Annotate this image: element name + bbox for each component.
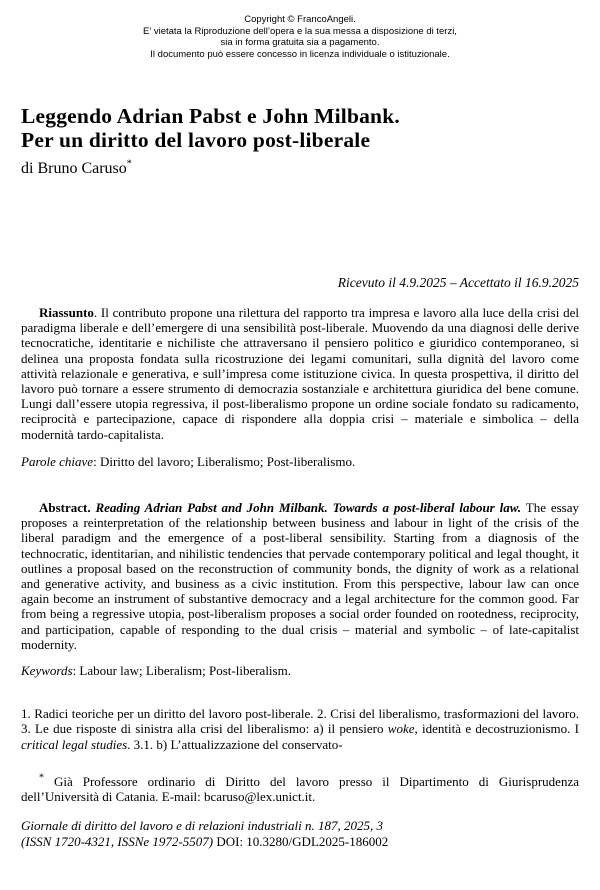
riassunto-paragraph — [21, 305, 579, 442]
parole-chiave-label: Parole chiave — [21, 453, 94, 469]
parole-chiave-line — [21, 454, 579, 469]
issn-part: (ISSN 1720-4321, ISSNe 1972-5507) — [21, 833, 214, 849]
text-segment: woke — [387, 721, 415, 737]
author-footnote-marker: * — [126, 158, 132, 170]
riassunto-label: Riassunto — [39, 305, 94, 320]
keywords-label: Keywords — [21, 663, 73, 679]
journal-title-line: Giornale di diritto del lavoro e di relazioni industriali n. 187, 2025, 3 — [21, 818, 383, 834]
abstract-text: The essay proposes a reinterpretation of the relationship between business and labour in light of the crisis of the liberal paradigm and the emergence of a post-liberal sensibility. Starting from a diagnosis of the technocratic, identitarian, and nihilistic tendencies that pervade contemporary political and legal thought, it outlines a proposal based on the reconstruction of community bonds, the dignity of work as a relational and generative activity, and business as a civic institution. From this perspective, labour law can once again become an instrument of substantive democracy and a legal architecture for the common good. Far from being a regressive utopia, post-liberalism proposes a social order founded on rootedness, reciprocity, and participation, capable of responding to the dual crisis – material and symbolic – of late-capitalist modernity. — [21, 500, 580, 652]
abstract-label: Abstract. — [39, 500, 91, 516]
table-of-contents-paragraph — [21, 706, 579, 752]
footnote-text: Già Professore ordinario di Diritto del lavoro presso il Dipartimento di Giurisprudenza dell’Università di Catania. E-mail: bcaruso@lex.unict.it. — [21, 773, 579, 805]
footnote-marker: * — [39, 772, 44, 784]
article-title-line-1: Leggendo Adrian Pabst e John Milbank. — [21, 104, 400, 128]
text-segment: 1. Radici teoriche per un diritto del lavoro post-liberale. 2. Crisi del liberalismo, trasformazioni del lavoro. 3. Le due risposte di sinistra alla crisi del liberalismo: a) il pensiero — [21, 706, 579, 737]
copyright-line: E' vietata la Riproduzione dell’opera e la sua messa a disposizione di terzi, — [143, 25, 457, 37]
copyright-notice — [21, 14, 579, 60]
keywords-line — [21, 663, 579, 678]
copyright-line: Copyright © FrancoAngeli. — [244, 14, 356, 25]
article-title — [21, 104, 579, 152]
doi-part: DOI: 10.3280/GDL2025-186002 — [213, 833, 389, 849]
received-accepted-line: Ricevuto il 4.9.2025 – Accettato il 16.9.2025 — [337, 275, 579, 290]
parole-chiave-text: : Diritto del lavoro; Liberalismo; Post-liberalismo. — [93, 453, 356, 469]
author-footnote — [21, 774, 579, 804]
copyright-line: Il documento può essere concesso in licenza individuale o istituzionale. — [150, 48, 450, 60]
keywords-text: : Labour law; Liberalism; Post-liberalism. — [72, 663, 291, 679]
text-segment: , identità e decostruzionismo. I — [414, 721, 580, 737]
issn-doi-line — [21, 834, 579, 850]
abstract-paragraph — [21, 500, 579, 652]
riassunto-text: . Il contributo propone una rilettura del rapporto tra impresa e lavoro alla luce della crisi del paradigma liberale e dell’emergere di una sensibilità post-liberale. Muovendo da una diagnosi delle derive tecnocratiche, identitarie e nichiliste che attraversano il pensiero politico e giuridico contemporaneo, si delinea una proposta fondata sulla ricostruzione dei legami comunitari, sulla dignità del lavoro come attività relazionale e generativa, e sull’impresa come istituzione civica. In questa prospettiva, il diritto del lavoro può tornare a essere strumento di democrazia sostanziale e architettura giuridica del bene comune. Lungi dall’essere utopia regressiva, il post-liberalismo propone un ordine sociale fondato su radicamento, reciprocità e partecipazione, capace di rispondere alla doppia crisi – materiale e simbolica – della modernità tardo-capitalista. — [21, 305, 579, 442]
author-byline — [21, 159, 579, 178]
text-segment: critical legal studies — [21, 736, 128, 752]
copyright-line: sia in forma gratuita sia a pagamento. — [220, 37, 380, 48]
abstract-english-title: Reading Adrian Pabst and John Milbank. Towards a post-liberal labour law. — [90, 500, 522, 516]
author-name: di Bruno Caruso — [21, 160, 127, 177]
journal-footer — [21, 818, 579, 849]
text-segment: . 3.1. b) L’attualizzazione del conservato- — [127, 736, 343, 752]
article-title-line-2: Per un diritto del lavoro post-liberale — [21, 128, 371, 152]
